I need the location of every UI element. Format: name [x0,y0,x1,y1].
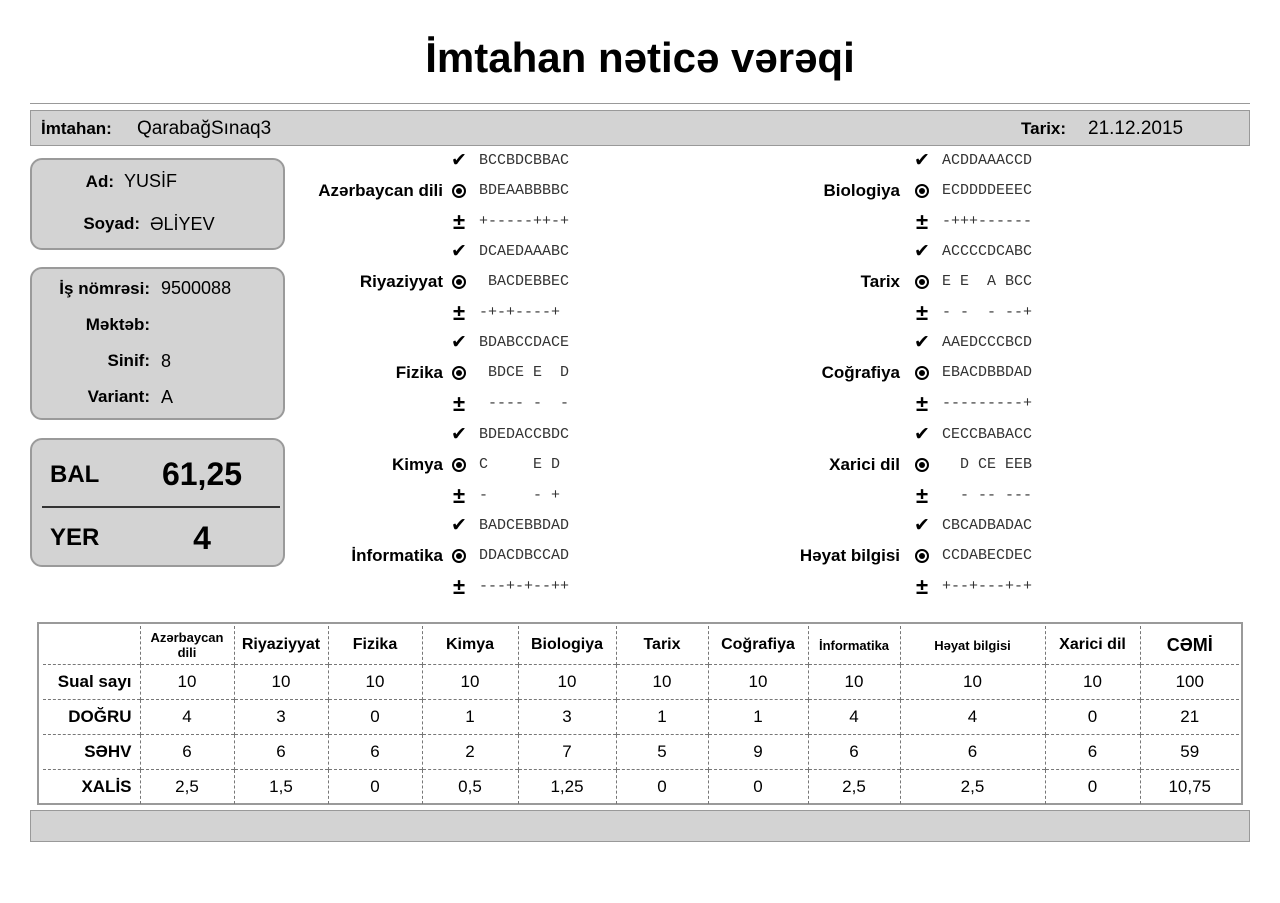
answer-marks: ---------+ [942,395,1033,413]
plus-minus-icon: ± [452,482,466,508]
last-name-label: Soyad: [83,214,140,233]
results-table [43,626,1239,804]
results-table-frame [37,622,1243,805]
column-header: Riyaziyyat [234,626,328,665]
table-cell: 2 [422,735,518,770]
plus-minus-icon: ± [915,391,929,417]
check-icon: ✔ [451,332,467,354]
bal-value: 61,25 [161,456,243,492]
student-answers: BDEAABBBBC [479,182,570,199]
id-label: İş nömrəsi: [59,279,150,298]
student-answers: EBACDBBDAD [942,364,1033,382]
table-cell: 21 [1140,700,1239,735]
answer-marks: ---- - - [479,395,570,413]
exam-info-bar [30,110,1250,146]
radio-filled-icon [915,184,929,198]
radio-filled-icon [452,184,466,198]
table-cell: 59 [1140,735,1239,770]
yer-value: 4 [193,520,211,556]
date-label: Tarix: [1021,119,1067,138]
column-header: Coğrafiya [708,626,808,665]
table-cell: 2,5 [140,770,234,805]
score-card [30,438,285,567]
table-cell: 9 [708,735,808,770]
table-cell: 1 [616,700,708,735]
plus-minus-icon: ± [452,573,466,599]
answer-key: BDEDACCBDC [479,425,570,443]
table-cell: 10 [234,665,328,700]
last-name-value: ƏLİYEV [150,214,215,234]
variant-label: Variant: [87,387,150,406]
column-header: CƏMİ [1140,626,1239,665]
column-header: Xarici dil [1045,626,1140,665]
row-label: XALİS [43,770,140,805]
plus-minus-icon: ± [452,209,466,234]
answer-key: ACDDAAACCD [942,152,1033,169]
table-cell: 6 [900,735,1045,770]
table-cell: 2,5 [808,770,900,805]
answer-key: DCAEDAAABC [479,243,570,261]
check-icon: ✔ [914,150,930,171]
id-value: 9500088 [161,278,232,298]
table-cell: 10 [422,665,518,700]
table-cell: 0 [1045,770,1140,805]
column-header: Tarix [616,626,708,665]
table-header-row [43,626,1239,665]
table-cell: 6 [328,735,422,770]
radio-filled-icon [452,366,466,380]
check-icon: ✔ [914,241,930,263]
footer-bar [30,810,1250,842]
student-answers: D CE EEB [942,455,1033,473]
table-cell: 0 [1045,700,1140,735]
student-answers: C E D [479,455,561,473]
subject-name: Tarix [860,272,900,292]
table-row [43,735,1239,770]
column-header: Fizika [328,626,422,665]
row-label: SƏHV [43,735,140,770]
check-icon: ✔ [451,241,467,263]
radio-filled-icon [452,458,466,472]
answer-key: AAEDCCCBCD [942,334,1033,352]
radio-filled-icon [452,549,466,563]
column-header: Kimya [422,626,518,665]
subject-name: Fizika [395,363,443,383]
answer-key: CECCBABACC [942,425,1033,443]
check-icon: ✔ [451,514,467,536]
radio-filled-icon [915,366,929,380]
answer-key: BADCEBBDAD [479,516,570,534]
answer-key: BCCBDCBBAC [479,152,570,169]
table-cell: 10 [328,665,422,700]
radio-filled-icon [915,549,929,563]
table-cell: 6 [140,735,234,770]
answer-marks: -+++------ [942,213,1033,230]
student-answers: BDCE E D [479,364,570,382]
table-cell: 10,75 [1140,770,1239,805]
answer-marks: +--+---+-+ [942,577,1033,595]
answer-key: BDABCCDACE [479,334,570,352]
check-icon: ✔ [914,514,930,536]
subject-name: Azərbaycan dili [318,181,443,200]
table-cell: 10 [708,665,808,700]
table-cell: 0,5 [422,770,518,805]
radio-filled-icon [452,275,466,289]
column-header: Azərbaycan dili [140,626,234,665]
table-cell: 3 [234,700,328,735]
student-answers: DDACDBCCAD [479,546,570,564]
table-cell: 3 [518,700,616,735]
check-icon: ✔ [914,332,930,354]
first-name-label: Ad: [85,172,114,191]
table-row [43,700,1239,735]
table-cell: 2,5 [900,770,1045,805]
answer-key: CBCADBADAC [942,516,1033,534]
table-cell: 1 [708,700,808,735]
student-name-card [30,158,285,250]
answer-marks: - -- --- [942,486,1033,504]
answer-marks: +-----++-+ [479,213,570,230]
table-cell: 6 [234,735,328,770]
exam-name: QarabağSınaq3 [137,118,272,139]
table-cell: 5 [616,735,708,770]
table-cell: 1,5 [234,770,328,805]
exam-label: İmtahan: [41,119,112,138]
table-cell: 4 [900,700,1045,735]
exam-date: 21.12.2015 [1088,118,1184,139]
subject-name: Xarici dil [829,454,900,474]
student-answers: ECDDDDEEEC [942,182,1033,199]
title-divider [30,103,1250,104]
column-header: İnformatika [808,626,900,665]
answer-marks: ---+-+--++ [479,577,570,595]
yer-label: YER [50,524,100,551]
table-cell: 100 [1140,665,1239,700]
table-cell: 10 [1045,665,1140,700]
row-label: Sual sayı [43,665,140,700]
check-icon: ✔ [451,423,467,445]
table-row [43,770,1239,805]
table-cell: 6 [808,735,900,770]
subject-name: Riyaziyyat [359,272,443,292]
table-cell: 4 [808,700,900,735]
plus-minus-icon: ± [915,573,929,599]
student-answers: CCDABECDEC [942,546,1033,564]
check-icon: ✔ [914,423,930,445]
column-header: Biologiya [518,626,616,665]
plus-minus-icon: ± [915,300,929,326]
bal-label: BAL [50,461,100,488]
table-cell: 0 [328,770,422,805]
plus-minus-icon: ± [915,209,929,234]
table-cell: 0 [708,770,808,805]
table-cell: 10 [140,665,234,700]
radio-filled-icon [915,275,929,289]
subject-name: Coğrafiya [821,363,900,383]
score-divider [42,506,280,508]
subject-name: Biologiya [823,181,900,200]
check-icon: ✔ [451,150,467,171]
subject-name: İnformatika [351,545,443,565]
plus-minus-icon: ± [452,391,466,417]
answer-marks: -+-+----+ [479,304,561,322]
first-name-value: YUSİF [124,171,178,191]
student-answers: E E A BCC [942,273,1033,291]
table-cell: 10 [900,665,1045,700]
table-cell: 10 [616,665,708,700]
table-cell: 0 [616,770,708,805]
table-cell: 0 [328,700,422,735]
answer-marks: - - - --+ [942,304,1033,322]
school-label: Məktəb: [85,315,150,334]
class-label: Sinif: [107,351,150,370]
column-header [43,626,140,665]
column-header: Həyat bilgisi [900,626,1045,665]
table-cell: 10 [518,665,616,700]
radio-filled-icon [915,458,929,472]
subject-name: Həyat bilgisi [799,545,900,565]
table-cell: 1 [422,700,518,735]
student-answers: BACDEBBEC [479,273,570,291]
plus-minus-icon: ± [452,300,466,326]
student-details-card [30,267,285,420]
answer-marks: - - + [479,486,561,504]
class-value: 8 [161,351,172,371]
table-cell: 10 [808,665,900,700]
table-row [43,665,1239,700]
row-label: DOĞRU [43,700,140,735]
table-cell: 1,25 [518,770,616,805]
table-cell: 4 [140,700,234,735]
subject-name: Kimya [391,454,443,474]
answer-key: ACCCCDCABC [942,243,1033,261]
plus-minus-icon: ± [915,482,929,508]
table-cell: 7 [518,735,616,770]
table-cell: 6 [1045,735,1140,770]
variant-value: A [161,387,174,407]
page-title: İmtahan nəticə vərəqi [425,34,855,81]
